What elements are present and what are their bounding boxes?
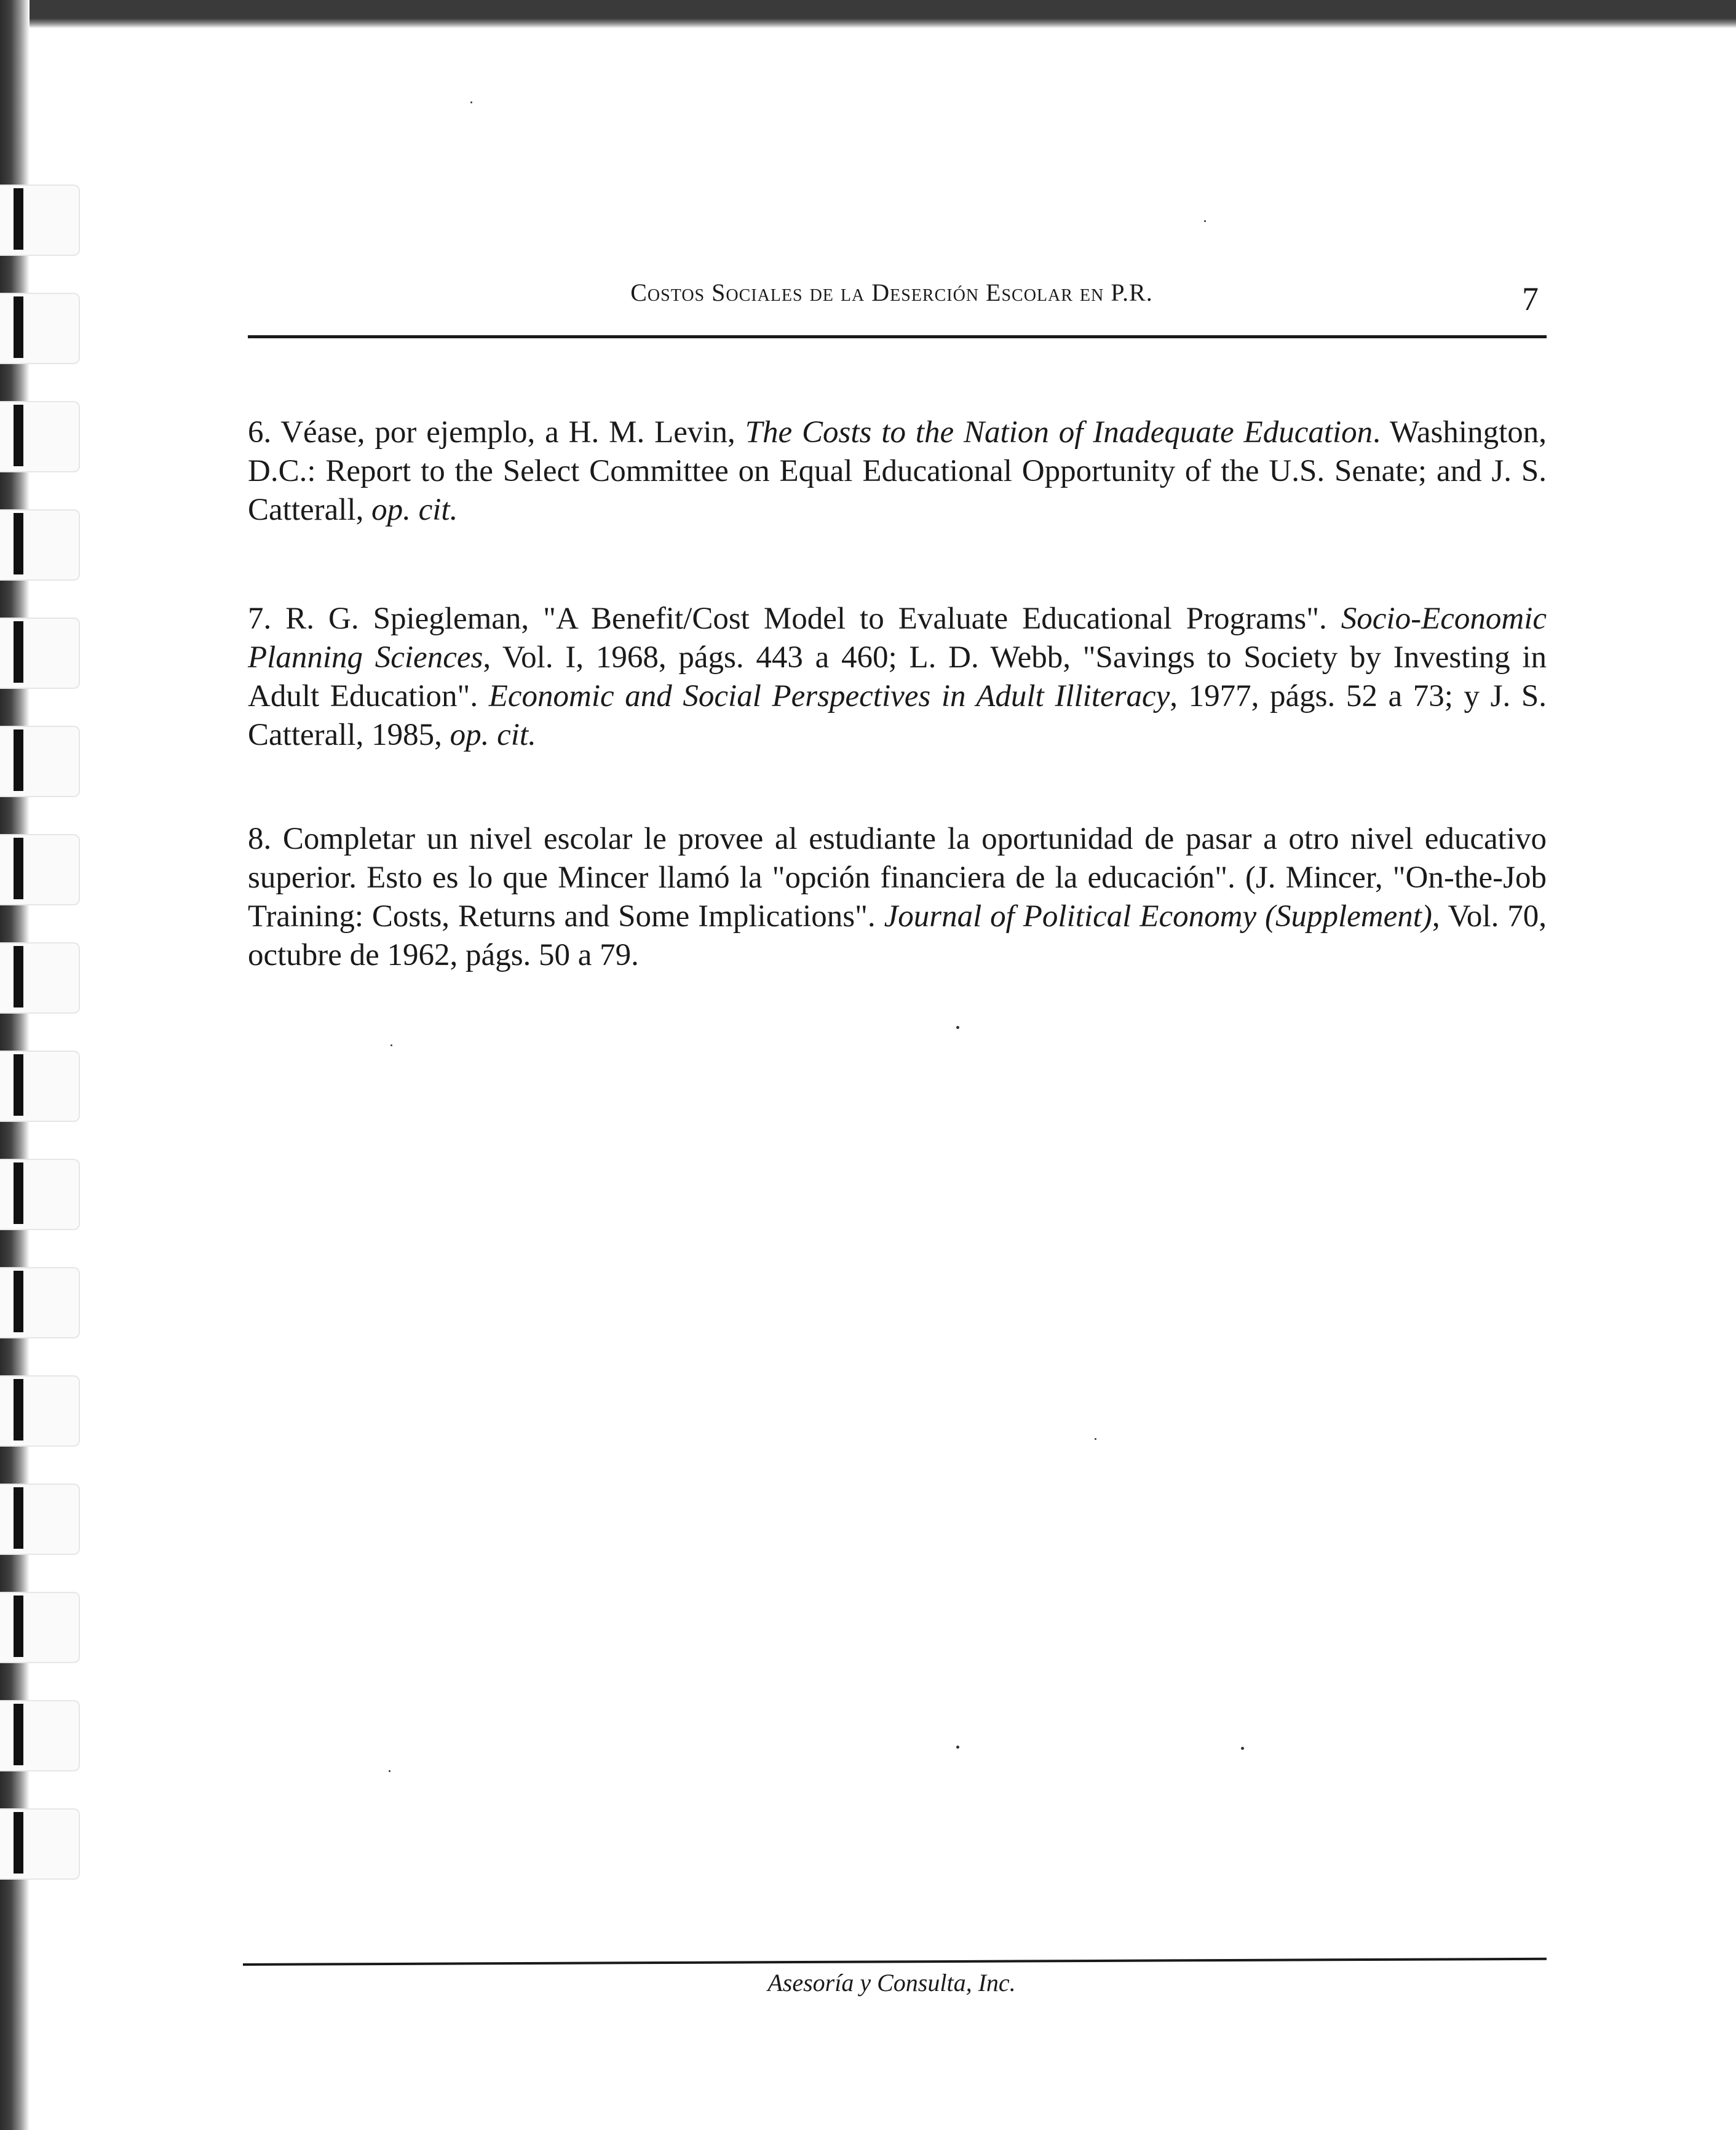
footnote-text bbox=[248, 822, 1547, 972]
footnote-7 bbox=[248, 600, 1547, 755]
scan-speck bbox=[389, 1770, 390, 1772]
binding-tab bbox=[0, 401, 80, 472]
footnote-number: 8. bbox=[248, 822, 272, 856]
scan-speck bbox=[956, 1746, 959, 1749]
binding-slot bbox=[14, 1487, 23, 1549]
header-rule bbox=[248, 335, 1547, 338]
scan-speck bbox=[1241, 1747, 1244, 1750]
comb-binding bbox=[0, 185, 86, 1882]
footnote-segment: , 1977, págs. 52 a 73; y J. S. Catterall, 1985, bbox=[248, 679, 1547, 752]
binding-tab bbox=[0, 942, 80, 1014]
binding-slot bbox=[14, 1812, 23, 1874]
binding-ring bbox=[0, 834, 80, 903]
binding-ring bbox=[0, 726, 80, 795]
binding-ring bbox=[0, 1484, 80, 1552]
footnote-segment: , Vol. 70, octubre de 1962, págs. 50 a 79. bbox=[248, 899, 1547, 972]
footnote-6 bbox=[248, 413, 1547, 530]
page-number: 7 bbox=[1522, 280, 1539, 317]
binding-slot bbox=[14, 946, 23, 1007]
binding-slot bbox=[14, 1379, 23, 1441]
binding-slot bbox=[14, 405, 23, 466]
binding-tab bbox=[0, 1267, 80, 1338]
binding-tab bbox=[0, 509, 80, 581]
footnote-segment-italic: op. cit. bbox=[450, 718, 536, 752]
binding-ring bbox=[0, 618, 80, 686]
footnote-number: 7. bbox=[248, 602, 272, 636]
binding-slot bbox=[14, 1596, 23, 1657]
binding-slot bbox=[14, 188, 23, 250]
binding-tab bbox=[0, 1808, 80, 1880]
footnote-segment: Véase, por ejemplo, a H. M. Levin, bbox=[280, 415, 745, 450]
binding-ring bbox=[0, 1159, 80, 1228]
binding-tab bbox=[0, 293, 80, 364]
footer-rule bbox=[243, 1958, 1547, 1966]
binding-tab bbox=[0, 185, 80, 256]
binding-ring bbox=[0, 509, 80, 578]
running-header-title: Costos Sociales de la Deserción Escolar en P.R. bbox=[630, 279, 1153, 306]
footnote-segment-italic: op. cit. bbox=[371, 493, 458, 527]
scan-speck bbox=[956, 1026, 959, 1029]
binding-slot bbox=[14, 1704, 23, 1765]
binding-ring bbox=[0, 942, 80, 1011]
scan-speck bbox=[390, 1044, 392, 1046]
binding-ring bbox=[0, 293, 80, 362]
footnote-segment: Completar un nivel escolar le provee al estudiante la oportunidad de pasar a otro nivel educativo superior. Esto es lo que Mincer llamó la "opción financiera de la educación". (J. Mincer, "On-the-Job Training: Costs, Returns and Some Implications". bbox=[248, 822, 1547, 934]
binding-ring bbox=[0, 1375, 80, 1444]
binding-slot bbox=[14, 1162, 23, 1224]
binding-ring bbox=[0, 1051, 80, 1119]
binding-ring bbox=[0, 401, 80, 470]
binding-ring bbox=[0, 1808, 80, 1877]
footnote-segment-italic: Economic and Social Perspectives in Adult Illiteracy bbox=[488, 679, 1170, 713]
binding-slot bbox=[14, 1054, 23, 1116]
footnote-8 bbox=[248, 820, 1547, 975]
footnote-segment-italic: Socio-Economic Planning Sciences bbox=[248, 602, 1547, 675]
footnote-segment-italic: Journal of Political Economy (Supplement) bbox=[884, 899, 1432, 934]
footnote-segment: , Vol. I, 1968, págs. 443 a 460; L. D. Webb, "Savings to Society by Investing in Adult Education". bbox=[248, 640, 1547, 713]
binding-tab bbox=[0, 834, 80, 905]
binding-ring bbox=[0, 1267, 80, 1336]
binding-slot bbox=[14, 296, 23, 358]
binding-tab bbox=[0, 1375, 80, 1447]
footer-publisher: Asesoría y Consulta, Inc. bbox=[767, 1969, 1016, 1997]
binding-tab bbox=[0, 1592, 80, 1663]
binding-slot bbox=[14, 1271, 23, 1332]
binding-tab bbox=[0, 1700, 80, 1771]
footnote-segment: . Washington, D.C.: Report to the Select Committee on Equal Educational Opportunity of the U.S. Senate; and J. S. Catterall, bbox=[248, 415, 1547, 527]
footnote-segment-italic: The Costs to the Nation of Inadequate Education bbox=[745, 415, 1373, 450]
footnote-number: 6. bbox=[248, 415, 272, 450]
binding-slot bbox=[14, 729, 23, 791]
binding-tab bbox=[0, 1051, 80, 1122]
binding-ring bbox=[0, 185, 80, 253]
binding-tab bbox=[0, 618, 80, 689]
binding-tab bbox=[0, 1159, 80, 1230]
binding-slot bbox=[14, 838, 23, 899]
binding-tab bbox=[0, 726, 80, 797]
footnote-segment: R. G. Spiegleman, "A Benefit/Cost Model to Evaluate Educational Programs". bbox=[285, 602, 1341, 636]
binding-slot bbox=[14, 513, 23, 574]
binding-slot bbox=[14, 621, 23, 683]
scan-speck bbox=[1095, 1438, 1096, 1440]
footnote-text bbox=[248, 415, 1547, 527]
binding-ring bbox=[0, 1592, 80, 1661]
binding-ring bbox=[0, 1700, 80, 1769]
footnote-text bbox=[248, 602, 1547, 752]
page-top-edge bbox=[0, 0, 1736, 28]
scan-speck bbox=[470, 101, 472, 103]
scan-speck bbox=[1204, 220, 1206, 222]
binding-tab bbox=[0, 1484, 80, 1555]
